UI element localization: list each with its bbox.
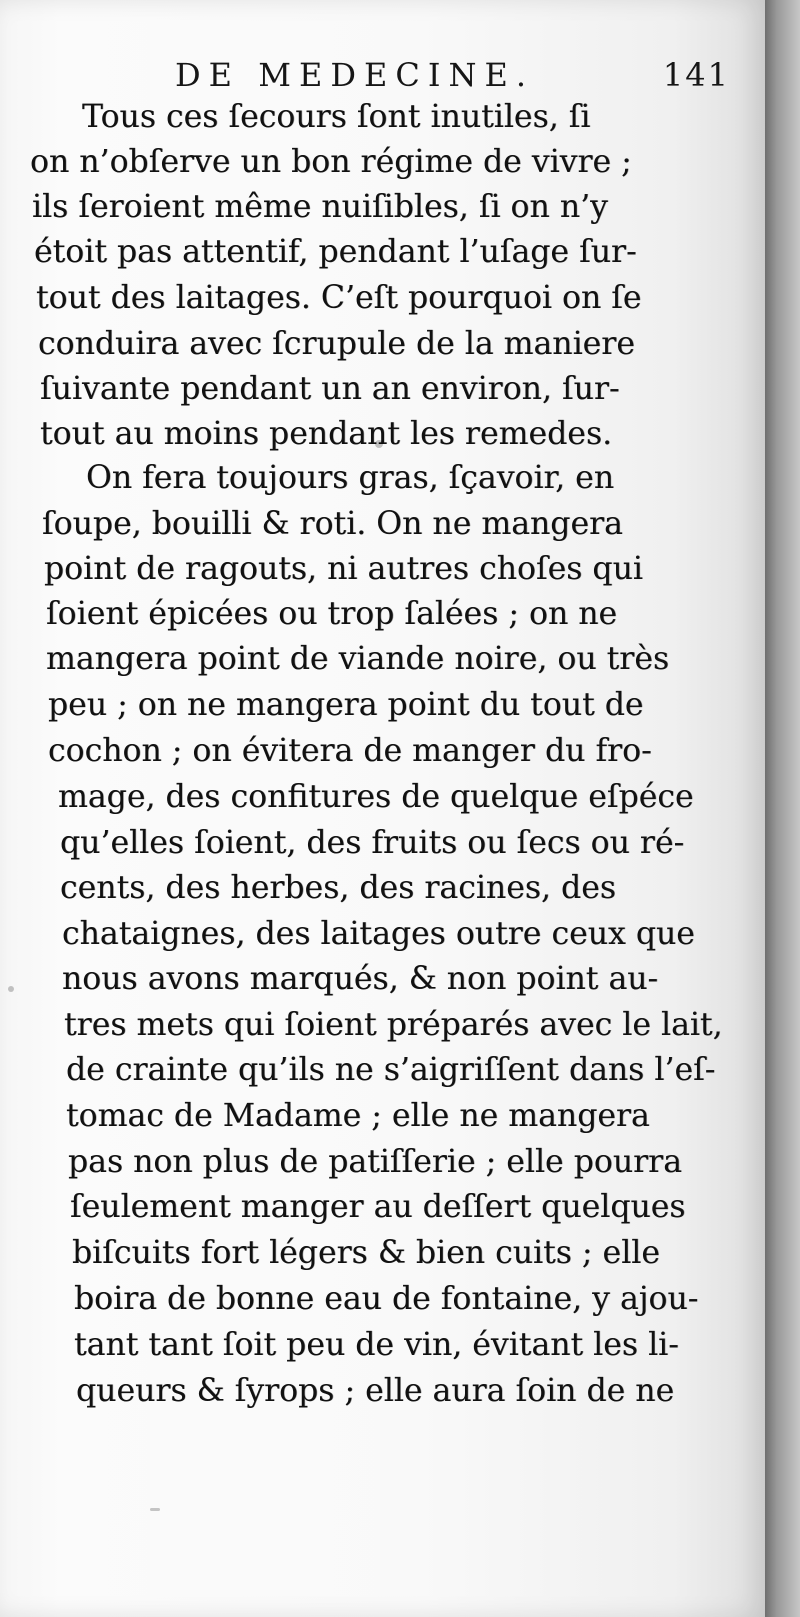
print-speck (375, 440, 383, 448)
text-line: de crainte qu’ils ne s’aigriſſent dans l’eſ- (66, 1052, 716, 1088)
text-line: mangera point de viande noire, ou très (46, 641, 670, 677)
text-line: queurs & ſyrops ; elle aura ſoin de ne (76, 1373, 675, 1409)
page-edge-shadow (765, 0, 800, 1617)
text-line: étoit pas attentif, pendant l’uſage ſur- (34, 234, 637, 270)
text-line: nous avons marqués, & non point au- (62, 961, 659, 997)
text-line: ſeulement manger au deſſert quelques (70, 1189, 686, 1225)
text-line: tant tant ſoit peu de vin, évitant les li- (74, 1327, 679, 1363)
text-line: Tous ces ſecours ſont inutiles, ſi (82, 99, 591, 135)
text-line: biſcuits fort légers & bien cuits ; elle (72, 1235, 660, 1271)
text-line: On fera toujours gras, ſçavoir, en (86, 460, 615, 496)
text-line: tout au moins pendant les remedes. (40, 416, 613, 452)
text-line: cents, des herbes, des racines, des (60, 870, 617, 906)
text-line: tres mets qui ſoient préparés avec le lait, (64, 1007, 723, 1043)
text-line: ſuivante pendant un an environ, ſur- (40, 371, 620, 407)
print-mark (150, 1508, 160, 1511)
running-title: DE MEDECINE. (175, 56, 534, 94)
text-line: on n’obſerve un bon régime de vivre ; (30, 144, 632, 180)
print-speck (8, 986, 14, 992)
text-line: point de ragouts, ni autres choſes qui (44, 551, 643, 587)
text-line: tomac de Madame ; elle ne mangera (66, 1098, 650, 1134)
text-line: boira de bonne eau de fontaine, y ajou- (74, 1281, 699, 1317)
text-line: qu’elles ſoient, des fruits ou ſecs ou ré- (60, 825, 685, 861)
text-line: peu ; on ne mangera point du tout de (48, 687, 644, 723)
text-line: conduira avec ſcrupule de la maniere (38, 326, 636, 362)
page-number: 141 (662, 56, 730, 94)
text-line: pas non plus de patiſſerie ; elle pourra (68, 1144, 683, 1180)
text-line: tout des laitages. C’eſt pourquoi on ſe (36, 280, 642, 316)
text-line: ils ſeroient même nuiſibles, ſi on n’y (32, 189, 608, 225)
text-line: chataignes, des laitages outre ceux que (62, 916, 695, 952)
text-line: mage, des confitures de quelque eſpéce (58, 779, 694, 815)
text-line: cochon ; on évitera de manger du fro- (48, 733, 652, 769)
text-line: ſoupe, bouilli & roti. On ne mangera (42, 506, 623, 542)
text-line: ſoient épicées ou trop ſalées ; on ne (46, 596, 618, 632)
